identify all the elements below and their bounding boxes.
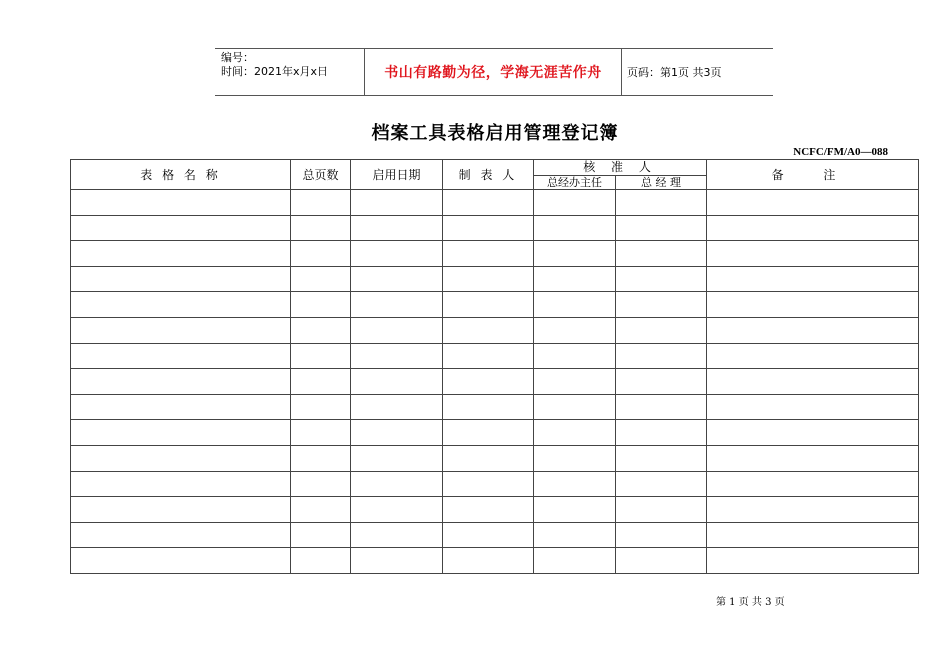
header-page-info: 页码：第1页 共3页 [627, 66, 722, 79]
table-cell [291, 471, 351, 497]
table-cell [351, 445, 443, 471]
table-cell [351, 190, 443, 216]
table-cell [351, 394, 443, 420]
table-cell [351, 215, 443, 241]
table-cell [71, 292, 291, 318]
table-cell [443, 266, 534, 292]
table-cell [351, 522, 443, 548]
table-cell [443, 215, 534, 241]
table-cell [707, 343, 919, 369]
table-cell [351, 548, 443, 574]
column-header-approver-gm: 总 经 理 [616, 176, 707, 190]
table-cell [71, 420, 291, 446]
table-cell [291, 522, 351, 548]
column-header-remarks: 备 注 [707, 160, 919, 190]
table-cell [534, 471, 616, 497]
table-cell [534, 215, 616, 241]
table-cell [71, 241, 291, 267]
table-cell [351, 343, 443, 369]
table-cell [616, 420, 707, 446]
table-cell [707, 215, 919, 241]
table-cell [291, 343, 351, 369]
table-cell [534, 266, 616, 292]
table-row [71, 497, 919, 523]
table-cell [443, 343, 534, 369]
table-row [71, 420, 919, 446]
footer-page-number: 第 1 页 共 3 页 [716, 597, 785, 608]
table-cell [71, 394, 291, 420]
table-cell [351, 420, 443, 446]
table-cell [534, 369, 616, 395]
table-cell [707, 548, 919, 574]
table-cell [534, 420, 616, 446]
table-cell [291, 548, 351, 574]
column-header-approver-office: 总经办主任 [534, 176, 616, 190]
table-cell [616, 317, 707, 343]
table-cell [443, 190, 534, 216]
table-cell [71, 497, 291, 523]
table-cell [291, 241, 351, 267]
table-cell [443, 497, 534, 523]
table-cell [534, 522, 616, 548]
register-table-body [71, 190, 919, 574]
table-cell [534, 548, 616, 574]
table-cell [616, 343, 707, 369]
table-cell [443, 522, 534, 548]
table-cell [71, 548, 291, 574]
table-cell [443, 394, 534, 420]
table-cell [534, 497, 616, 523]
column-header-preparer: 制 表 人 [443, 160, 534, 190]
table-cell [707, 266, 919, 292]
table-cell [443, 317, 534, 343]
table-cell [351, 292, 443, 318]
table-cell [351, 471, 443, 497]
table-cell [616, 215, 707, 241]
table-cell [616, 292, 707, 318]
table-cell [616, 497, 707, 523]
table-cell [291, 369, 351, 395]
table-cell [291, 190, 351, 216]
table-cell [616, 266, 707, 292]
table-cell [616, 394, 707, 420]
table-cell [616, 241, 707, 267]
table-cell [616, 548, 707, 574]
column-header-total-pages: 总页数 [291, 160, 351, 190]
table-cell [707, 471, 919, 497]
table-row [71, 241, 919, 267]
table-row [71, 522, 919, 548]
table-cell [707, 420, 919, 446]
table-cell [707, 445, 919, 471]
table-cell [71, 266, 291, 292]
table-cell [351, 317, 443, 343]
table-cell [707, 292, 919, 318]
table-row [71, 215, 919, 241]
table-row [71, 317, 919, 343]
table-cell [707, 497, 919, 523]
table-cell [443, 471, 534, 497]
table-row [71, 343, 919, 369]
header-meta [221, 51, 361, 79]
table-cell [71, 369, 291, 395]
table-cell [707, 317, 919, 343]
table-row [71, 190, 919, 216]
table-cell [707, 522, 919, 548]
table-cell [534, 190, 616, 216]
column-header-start-date: 启用日期 [351, 160, 443, 190]
table-row [71, 369, 919, 395]
table-cell [71, 215, 291, 241]
table-cell [351, 241, 443, 267]
table-cell [443, 548, 534, 574]
table-cell [71, 343, 291, 369]
table-cell [71, 190, 291, 216]
table-cell [71, 522, 291, 548]
table-cell [616, 369, 707, 395]
table-cell [443, 445, 534, 471]
table-cell [707, 190, 919, 216]
document-code: NCFC/FM/A0—088 [793, 146, 888, 158]
table-row [71, 471, 919, 497]
document-header [215, 48, 773, 96]
table-cell [351, 369, 443, 395]
table-cell [291, 394, 351, 420]
document-number-label: 编号： [221, 51, 254, 64]
header-motto: 书山有路勤为径，学海无涯苦作舟 [384, 65, 602, 81]
column-header-form-name: 表 格 名 称 [71, 160, 291, 190]
table-cell [443, 241, 534, 267]
table-cell [616, 445, 707, 471]
table-cell [534, 445, 616, 471]
table-cell [443, 420, 534, 446]
table-cell [351, 497, 443, 523]
document-time-label: 时间：2021年x月x日 [221, 65, 329, 78]
header-divider [621, 49, 622, 95]
table-cell [291, 445, 351, 471]
table-cell [616, 471, 707, 497]
table-cell [71, 445, 291, 471]
table-cell [291, 317, 351, 343]
table-cell [534, 317, 616, 343]
table-cell [291, 266, 351, 292]
register-table [70, 159, 919, 574]
table-cell [291, 497, 351, 523]
table-cell [443, 369, 534, 395]
table-cell [71, 471, 291, 497]
column-header-approver: 核 准 人 [534, 160, 707, 176]
table-cell [291, 292, 351, 318]
table-cell [707, 369, 919, 395]
table-cell [291, 420, 351, 446]
table-row [71, 292, 919, 318]
table-row [71, 394, 919, 420]
table-row [71, 266, 919, 292]
table-row [71, 445, 919, 471]
table-cell [443, 292, 534, 318]
table-cell [616, 522, 707, 548]
table-cell [534, 343, 616, 369]
table-cell [707, 241, 919, 267]
table-cell [707, 394, 919, 420]
page-title: 档案工具表格启用管理登记簿 [371, 123, 619, 144]
table-cell [291, 215, 351, 241]
table-cell [534, 292, 616, 318]
table-cell [534, 394, 616, 420]
table-cell [616, 190, 707, 216]
table-row [71, 548, 919, 574]
table-cell [71, 317, 291, 343]
table-cell [534, 241, 616, 267]
table-cell [351, 266, 443, 292]
